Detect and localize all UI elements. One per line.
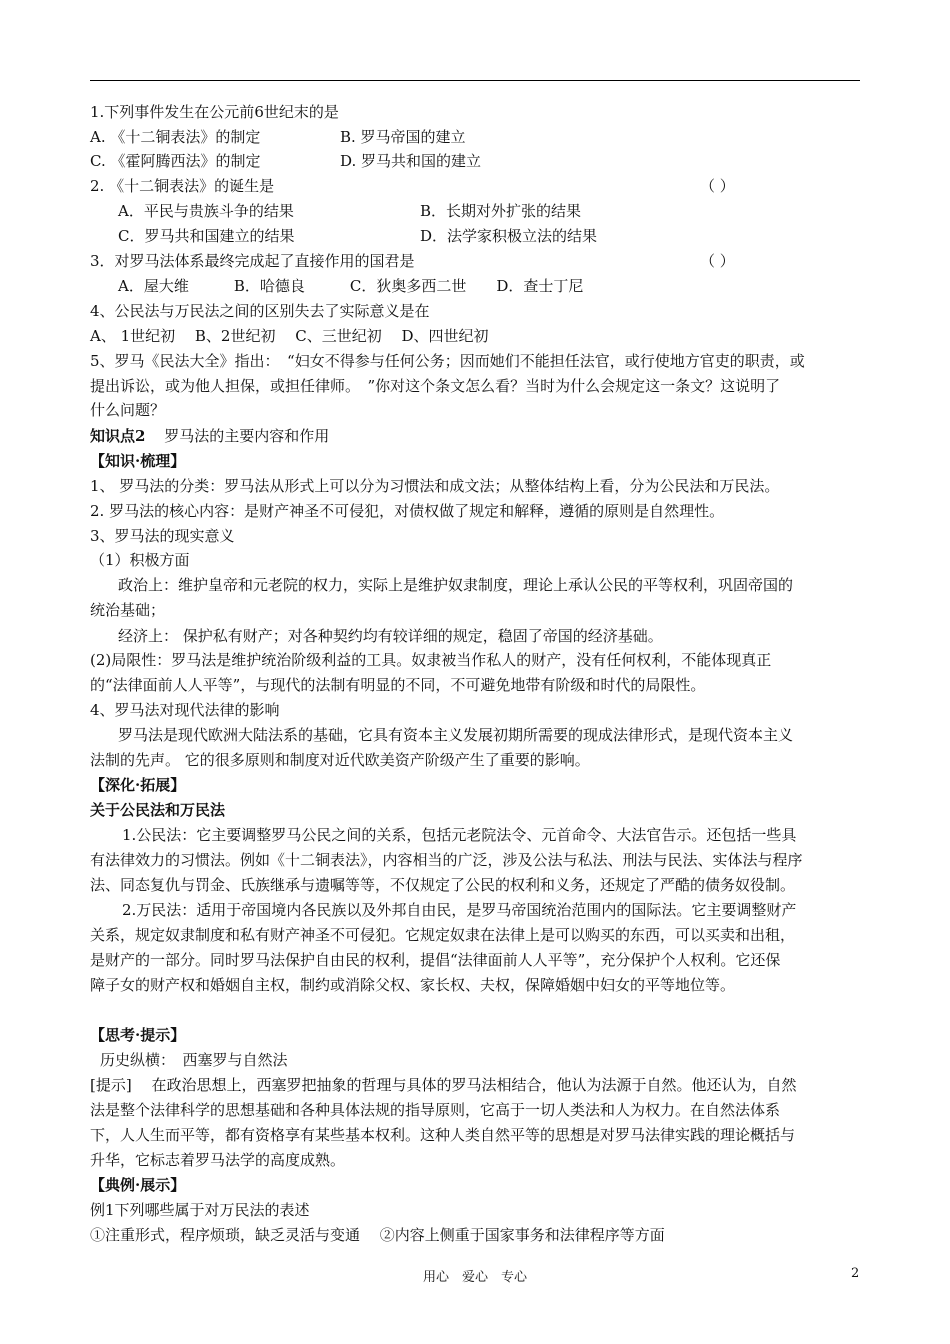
q5-line-3: 什么问题？ [90,401,166,419]
q1-option-d: D. 罗马共和国的建立 [340,152,482,170]
q2-option-d: D．法学家积极立法的结果 [420,227,598,245]
extend-civil-3: 法、同态复仇与罚金、氏族继承与遗嘱等等，不仅规定了公民的权利和义务，还规定了严酷的债务奴役制。 [90,876,796,894]
q1-option-c: C. 《霍阿腾西法》的制定 [90,152,261,170]
q2-option-b: B．长期对外扩张的结果 [420,202,582,220]
q4-stem: 4、公民法与万民法之间的区别失去了实际意义是在 [90,302,430,320]
hint-line-4: 升华，它标志着罗马法学的高度成熟。 [90,1151,346,1169]
think-title: 历史纵横： 西塞罗与自然法 [100,1051,288,1069]
q3-options: A．屋大维 B．哈德良 C．狄奥多西二世 D．查士丁尼 [118,277,584,295]
knowledge-3: 3、罗马法的现实意义 [90,527,235,545]
hint-line-3: 下，人人生而平等，都有资格享有某些基本权利。这种人类自然平等的思想是对罗马法律实践的理论概括与 [90,1126,796,1144]
extend-civil-2: 有法律效力的习惯法。例如《十二铜表法》，内容相当的广泛，涉及公法与私法、刑法与民法、实体法与程序 [90,851,803,869]
q1-option-a: A. 《十二铜表法》的制定 [90,128,261,146]
section-extend: 【深化·拓展】 [90,776,186,794]
section-think: 【思考·提示】 [90,1026,186,1044]
q5-line-1: 5、罗马《民法大全》指出： “妇女不得参与任何公务；因而她们不能担任法官，或行使地方官吏的职责，或 [90,352,805,370]
knowledge-3-economy: 经济上： 保护私有财产；对各种契约均有较详细的规定，稳固了帝国的经济基础。 [118,627,663,645]
q4-options: A、 1世纪初 B、2世纪初 C、三世纪初 D、四世纪初 [90,327,489,345]
knowledge-point-title: 罗马法的主要内容和作用 [164,427,330,445]
knowledge-3-politics-1: 政治上：维护皇帝和元老院的权力，实际上是维护奴隶制度，理论上承认公民的平等权利，巩固帝国的 [118,576,794,594]
q2-stem-row [90,176,865,196]
q1-stem: 1.下列事件发生在公元前6世纪末的是 [90,103,339,121]
q3-answer-paren: （ ） [700,252,735,270]
extend-title: 关于公民法和万民法 [90,801,226,819]
knowledge-3-limit-2: 的“法律面前人人平等”，与现代的法制有明显的不同，不可避免地带有阶级和时代的局限性。 [90,676,706,694]
extend-gentium-3: 是财产的一部分。同时罗马法保护自由民的权利，提倡“法律面前人人平等”，充分保护个人权利。它还保 [90,951,781,969]
q1-option-b: B. 罗马帝国的建立 [340,128,466,146]
knowledge-point-label: 知识点2 [90,427,146,445]
q2-stem: 2. 《十二铜表法》的诞生是 [90,177,275,195]
extend-gentium-1: 2.万民法：适用于帝国境内各民族以及外邦自由民，是罗马帝国统治范围内的国际法。它主要调整财产 [122,901,797,919]
hint-line-1: [提示] 在政治思想上，西塞罗把抽象的哲理与具体的罗马法相结合，他认为法源于自然。他还认为，自然 [90,1076,797,1094]
knowledge-3-positive: （1）积极方面 [90,551,190,569]
knowledge-2: 2. 罗马法的核心内容：是财产神圣不可侵犯，对债权做了规定和解释，遵循的原则是自然理性。 [90,502,725,520]
knowledge-4: 4、罗马法对现代法律的影响 [90,701,280,719]
page-footer: 用心 爱心 专心 [422,1270,527,1285]
header-rule [90,80,860,81]
extend-civil-1: 1.公民法：它主要调整罗马公民之间的关系，包括元老院法令、元首命令、大法官告示。还包括一些具 [122,826,797,844]
extend-gentium-4: 障子女的财产权和婚姻自主权，制约或消除父权、家长权、夫权，保障婚姻中妇女的平等地位等。 [90,976,736,994]
section-knowledge: 【知识·梳理】 [90,452,186,470]
knowledge-3-limit-1: (2)局限性：罗马法是维护统治阶级利益的工具。奴隶被当作私人的财产，没有任何权利，不能体现真正 [90,651,772,669]
example-1-options: ①注重形式，程序烦琐，缺乏灵活与变通 ②内容上侧重于国家事务和法律程序等方面 [90,1226,665,1244]
page-number: 2 [851,1266,860,1281]
q2-answer-paren: （ ） [700,177,735,195]
knowledge-1: 1、 罗马法的分类：罗马法从形式上可以分为习惯法和成文法；从整体结构上看，分为公民法和万民法。 [90,477,780,495]
q3-stem: 3．对罗马法体系最终完成起了直接作用的国君是 [90,252,415,270]
knowledge-point-heading [90,426,865,446]
section-example: 【典例·展示】 [90,1176,186,1194]
knowledge-4-para-2: 法制的先声。 它的很多原则和制度对近代欧美资产阶级产生了重要的影响。 [90,751,590,769]
knowledge-4-para-1: 罗马法是现代欧洲大陆法系的基础，它具有资本主义发展初期所需要的现成法律形式，是现代资本主义 [118,726,794,744]
example-1-stem: 例1下列哪些属于对万民法的表述 [90,1201,310,1219]
extend-gentium-2: 关系，规定奴隶制度和私有财产神圣不可侵犯。它规定奴隶在法律上是可以购买的东西，可以买卖和出租， [90,926,796,944]
knowledge-3-politics-2: 统治基础； [90,601,166,619]
q3-stem-row [90,251,865,271]
q5-line-2: 提出诉讼，或为他人担保，或担任律师。 ”你对这个条文怎么看？当时为什么会规定这一条文？这说明了 [90,377,781,395]
q2-option-c: C．罗马共和国建立的结果 [118,227,295,245]
q2-option-a: A．平民与贵族斗争的结果 [118,202,294,220]
hint-line-2: 法是整个法律科学的思想基础和各种具体法规的指导原则，它高于一切人类法和人为权力。在自然法体系 [90,1101,781,1119]
